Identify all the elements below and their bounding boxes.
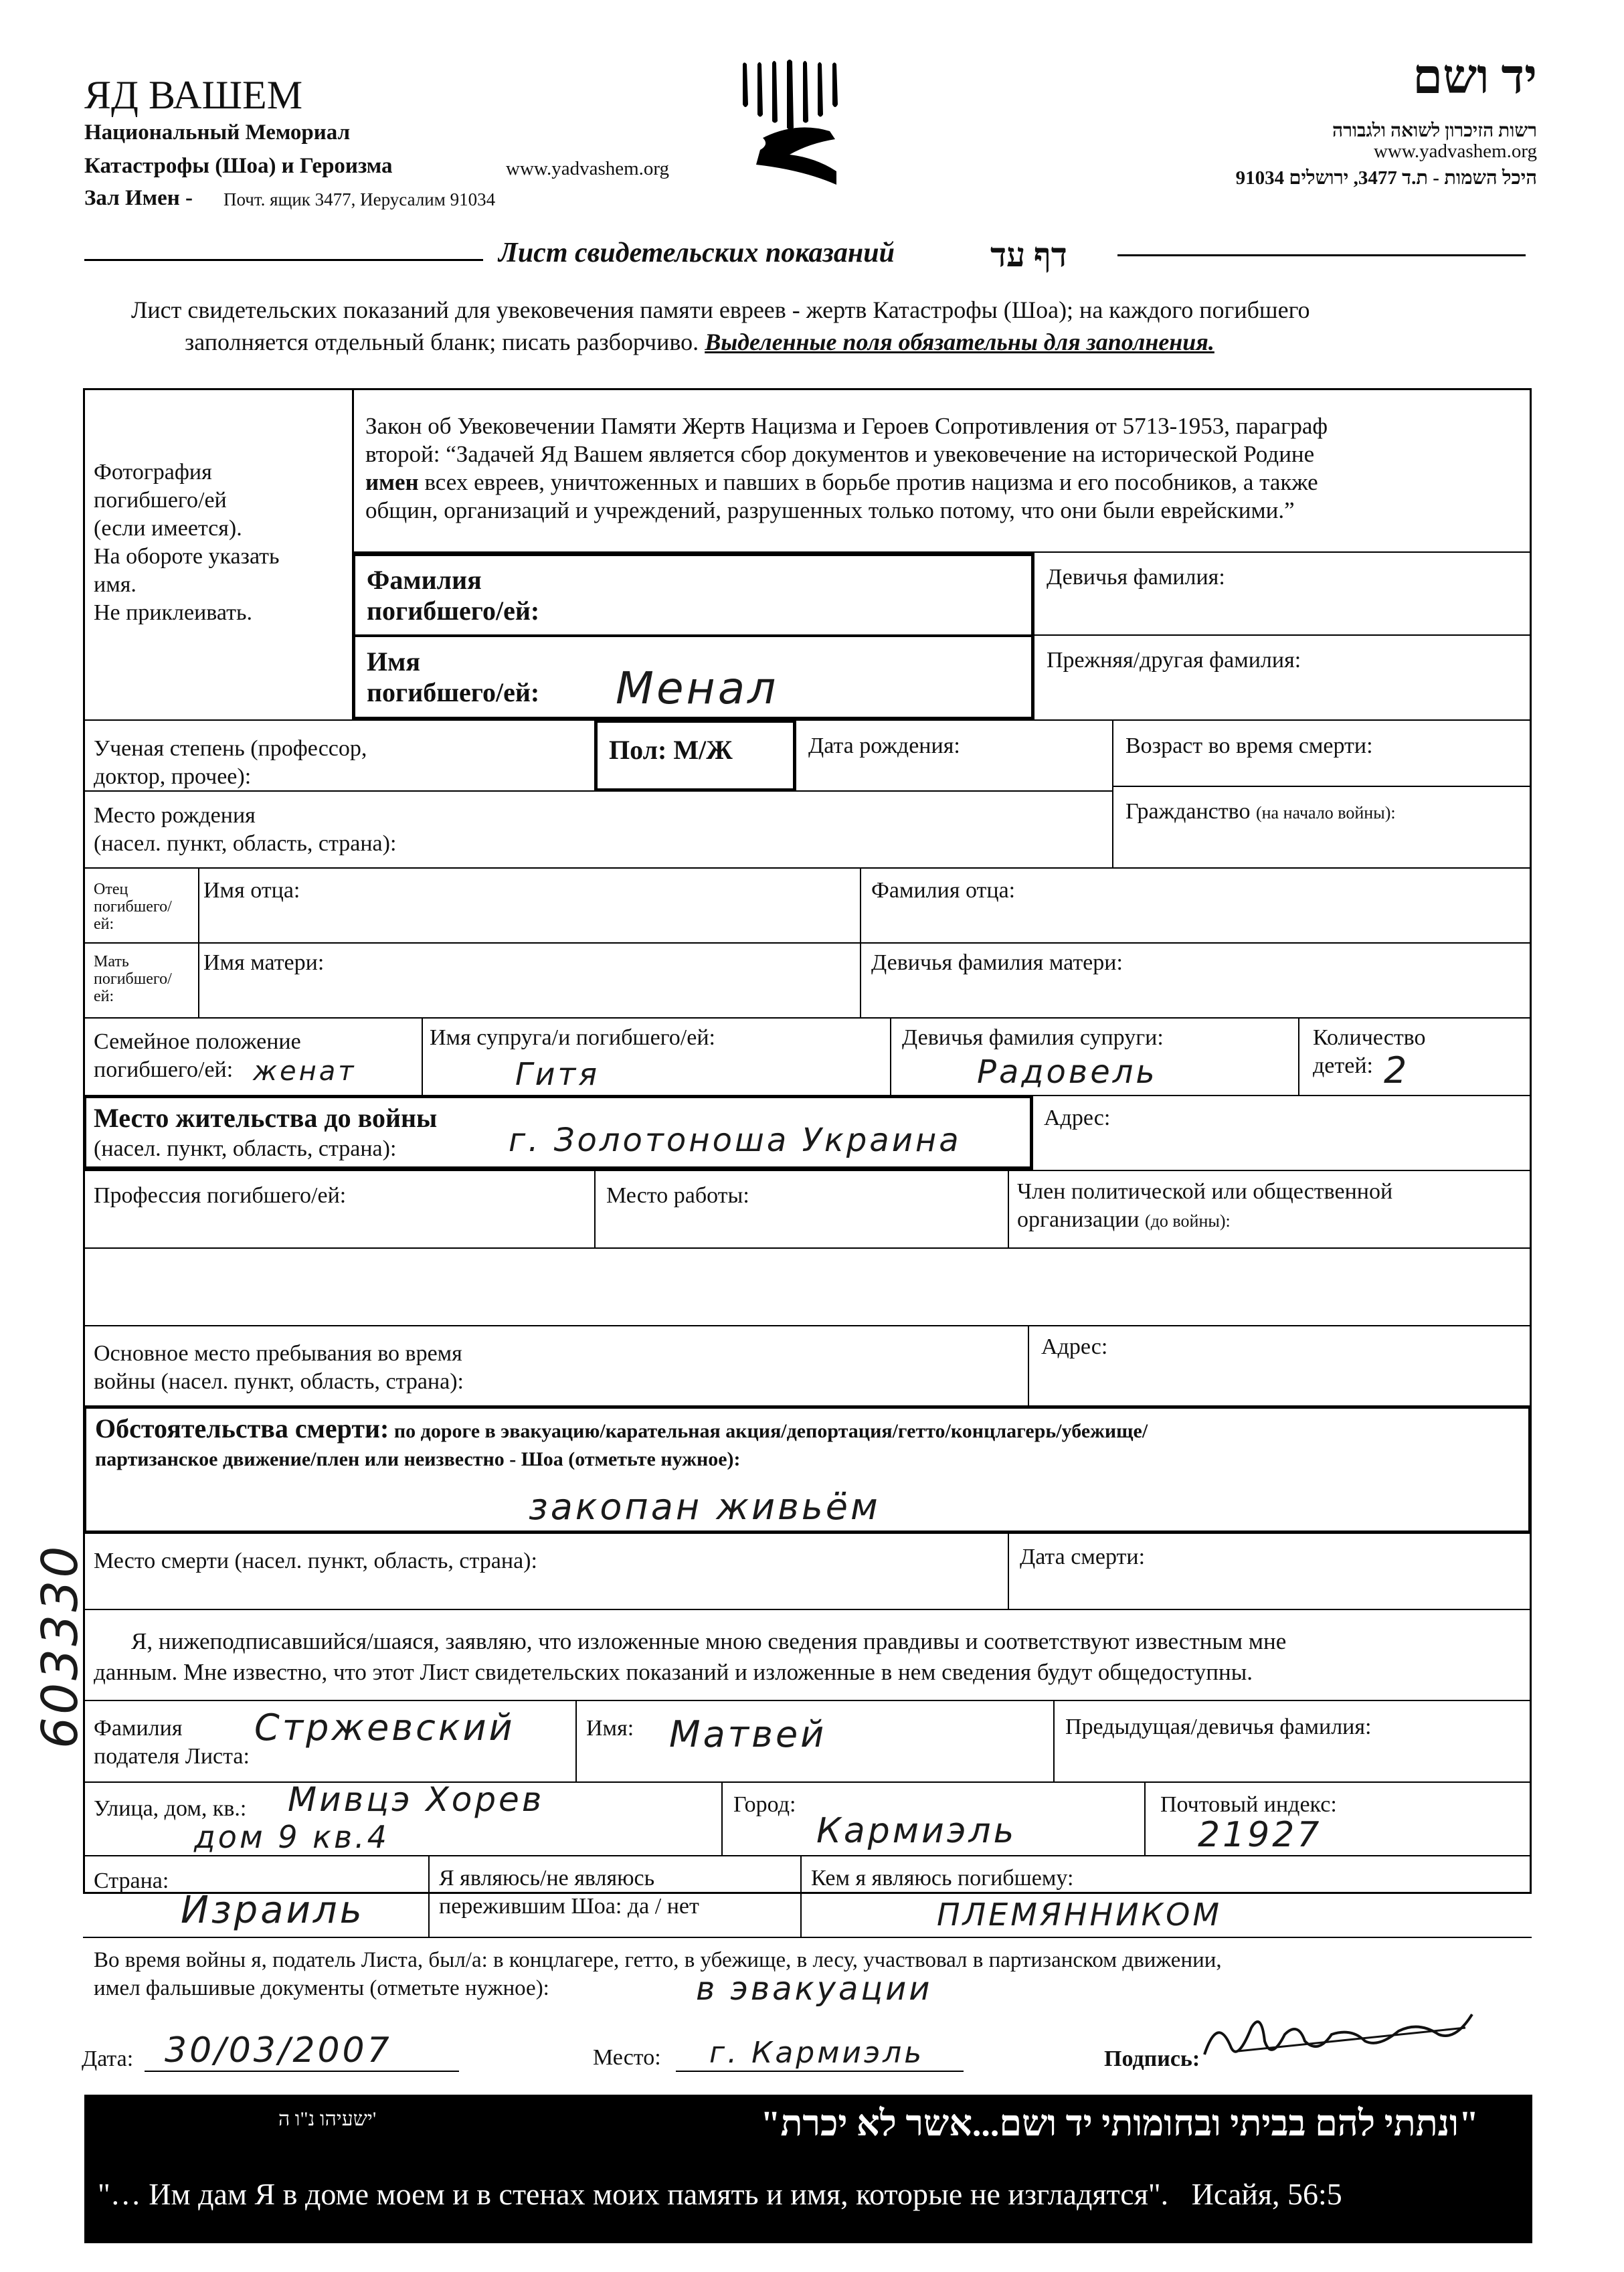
degree-label-2: доктор, прочее): bbox=[94, 764, 252, 789]
photo-line1: Фотография bbox=[94, 460, 212, 485]
date-label: Дата: bbox=[82, 2046, 134, 2071]
residence-address-label: Адрес: bbox=[1044, 1106, 1111, 1130]
citizenship-divider bbox=[1112, 786, 1113, 867]
death-circumstances-text bbox=[95, 1415, 1148, 1474]
declaration-line1: Я, нижеподписавшийся/шаяся, заявляю, что изложенные мною сведения правдивы и соответствуют известным мне bbox=[131, 1628, 1287, 1654]
marital-field[interactable]: женат bbox=[253, 1056, 357, 1087]
declaration-line2: данным. Мне известно, что этот Лист свидетельских показаний и изложенные в нем сведения будут общедоступны. bbox=[94, 1659, 1253, 1685]
street-field-2[interactable]: дом 9 кв.4 bbox=[194, 1819, 389, 1855]
submitter-surname-label bbox=[94, 1715, 250, 1771]
birthplace-label bbox=[94, 802, 396, 858]
victim-first-name-label bbox=[367, 646, 539, 708]
survivor-label-2-row bbox=[439, 1893, 699, 1921]
row1-rule bbox=[83, 719, 1532, 721]
law-line4: общин, организаций и учреждений, разрушенных только потому, что они были еврейскими.” bbox=[365, 497, 1295, 523]
member-divider bbox=[1008, 1170, 1009, 1247]
photo-line4: На обороте указать bbox=[94, 544, 280, 569]
member-note: (до войны): bbox=[1145, 1211, 1231, 1231]
form-title-ru: Лист свидетельских показаний bbox=[499, 238, 895, 268]
wartime-address-label: Адрес: bbox=[1041, 1334, 1108, 1359]
row5-rule bbox=[83, 1017, 1532, 1019]
member-label-2-row bbox=[1017, 1206, 1392, 1235]
father-side-2: погибшего/ bbox=[94, 898, 172, 915]
law-line3-bold: имен bbox=[365, 469, 419, 495]
victim-surname-label-2: погибшего/ей: bbox=[367, 596, 540, 626]
wartime-label-2: войны (насел. пункт, область, страна): bbox=[94, 1369, 464, 1394]
signature-graphic[interactable] bbox=[1198, 2001, 1479, 2075]
city-label: Город: bbox=[733, 1792, 796, 1817]
spouse-maiden-field[interactable]: Радовель bbox=[977, 1053, 1158, 1091]
gender-field[interactable] bbox=[609, 735, 733, 766]
org-name-ru: ЯД ВАШЕМ bbox=[84, 73, 303, 117]
death-circ-row1 bbox=[95, 1415, 1148, 1446]
citizenship-note: (на начало войны): bbox=[1255, 803, 1396, 822]
row13-rule bbox=[83, 1855, 1532, 1856]
spouse-divider bbox=[422, 1017, 423, 1096]
footer-source-he: ישעיהו נ"ו ה' bbox=[278, 2108, 377, 2130]
age-label: Возраст во время смерти: bbox=[1125, 733, 1373, 758]
place-underline bbox=[676, 2071, 964, 2072]
father-side-1: Отец bbox=[94, 881, 128, 898]
victim-first-name-label-1: Имя bbox=[367, 646, 420, 677]
place-label: Место: bbox=[593, 2045, 661, 2070]
relation-field[interactable]: ПЛЕМЯННИКОМ bbox=[937, 1897, 1223, 1933]
profession-label: Профессия погибшего/ей: bbox=[94, 1183, 347, 1208]
signature-label: Подпись: bbox=[1104, 2046, 1200, 2071]
death-circumstances-field[interactable]: закопан живьём bbox=[529, 1486, 881, 1528]
spouse-maiden-label: Девичья фамилия супруги: bbox=[902, 1025, 1164, 1050]
memorial-line2: Катастрофы (Шоа) и Героизма bbox=[84, 154, 393, 178]
mother-side-3: ей: bbox=[94, 988, 114, 1005]
children-field[interactable]: 2 bbox=[1384, 1049, 1410, 1091]
death-circ-options-1[interactable]: по дороге в эвакуацию/карательная акция/депортация/гетто/концлагерь/убежище/ bbox=[393, 1420, 1148, 1442]
row2-rule-right bbox=[1112, 786, 1532, 787]
death-circ-options-2[interactable]: партизанское движение/плен или неизвестно - Шоа (отметьте нужное): bbox=[95, 1448, 741, 1470]
citizenship-label bbox=[1125, 798, 1396, 827]
city-field[interactable]: Кармиэль bbox=[816, 1811, 1017, 1851]
intro-line2-emph: Выделенные поля обязательны для заполнения. bbox=[705, 329, 1214, 355]
country-field[interactable]: Израиль bbox=[181, 1889, 365, 1932]
residence-field[interactable]: г. Золотоноша Украина bbox=[509, 1122, 962, 1159]
death-date-label: Дата смерти: bbox=[1020, 1545, 1146, 1569]
spouse-maiden-divider bbox=[890, 1017, 891, 1096]
maiden-divider bbox=[1034, 634, 1532, 636]
row8-rule bbox=[83, 1247, 1532, 1249]
zip-label: Почтовый индекс: bbox=[1160, 1792, 1337, 1817]
footer-banner bbox=[84, 2095, 1532, 2243]
mother-maiden-label: Девичья фамилия матери: bbox=[871, 950, 1123, 975]
submitter-prev-divider bbox=[1053, 1700, 1055, 1781]
submitter-name-divider bbox=[575, 1700, 577, 1781]
photo-line3: (если имеется). bbox=[94, 516, 242, 541]
mother-name-label: Имя матери: bbox=[203, 950, 325, 975]
wartime-label-1: Основное место пребывания во время bbox=[94, 1341, 462, 1366]
address-ru: Почт. ящик 3477, Иерусалим 91034 bbox=[223, 189, 496, 209]
photo-line6: Не приклеивать. bbox=[94, 600, 252, 625]
victim-first-name-label-2: погибшего/ей: bbox=[367, 677, 540, 707]
website-left[interactable]: www.yadvashem.org bbox=[506, 158, 670, 179]
row14-rule bbox=[83, 1937, 1532, 1938]
citizenship-label-text: Гражданство bbox=[1125, 799, 1251, 824]
gender-options[interactable]: М/Ж bbox=[673, 735, 733, 765]
photo-line2: погибшего/ей bbox=[94, 488, 227, 513]
victim-surname-label bbox=[367, 565, 539, 626]
footer-quote-ru-text: "… Им дам Я в доме моем и в стенах моих память и имя, которые не изгладятся". bbox=[98, 2177, 1169, 2211]
intro-line2-text: заполняется отдельный бланк; писать разборчиво. bbox=[185, 329, 699, 355]
survivor-label-1: Я являюсь/не являюсь bbox=[439, 1866, 655, 1891]
war-experience-field[interactable]: в эвакуации bbox=[696, 1970, 933, 2008]
residence-label-2: (насел. пункт, область, страна): bbox=[94, 1136, 397, 1161]
submitter-name-field[interactable]: Матвей bbox=[669, 1713, 827, 1755]
degree-label-1: Ученая степень (профессор, bbox=[94, 736, 367, 761]
age-divider bbox=[1112, 719, 1113, 790]
footer-quote-ru bbox=[98, 2176, 1342, 2212]
law-text bbox=[365, 412, 1328, 525]
member-label bbox=[1017, 1178, 1392, 1235]
victim-surname-label-1: Фамилия bbox=[367, 565, 482, 595]
memorial-line1: Национальный Мемориал bbox=[84, 120, 351, 145]
dob-label: Дата рождения: bbox=[808, 733, 960, 758]
title-rule-left bbox=[84, 259, 483, 261]
residence-label-1: Место жительства до войны bbox=[94, 1103, 438, 1133]
maiden-name-label: Девичья фамилия: bbox=[1047, 565, 1225, 590]
children-divider bbox=[1298, 1017, 1299, 1096]
photo-box bbox=[94, 458, 280, 627]
birthplace-label-2: (насел. пункт, область, страна): bbox=[94, 831, 397, 856]
war-experience-label-1: Во время войны я, податель Листа, был/а: в концлагере, гетто, в убежище, в лесу, участвовал в партизанском движении, bbox=[94, 1948, 1222, 1972]
org-name-he: יד ושם bbox=[1413, 50, 1537, 104]
street-label: Улица, дом, кв.: bbox=[94, 1796, 247, 1821]
intro-line2 bbox=[185, 328, 1214, 356]
row4-rule bbox=[83, 942, 1532, 944]
survivor-label-2: пережившим Шоа: bbox=[439, 1894, 622, 1919]
father-name-label: Имя отца: bbox=[203, 878, 300, 903]
submitter-surname-label-2: подателя Листа: bbox=[94, 1744, 250, 1769]
title-rule-right bbox=[1117, 254, 1526, 256]
marital-label-1: Семейное положение bbox=[94, 1029, 301, 1054]
hall-of-names: Зал Имен - bbox=[84, 186, 193, 210]
footer-source-ru: Исайя, 56:5 bbox=[1191, 2177, 1342, 2211]
submitter-surname-label-1: Фамилия bbox=[94, 1716, 183, 1741]
form-title-he: דף עד bbox=[990, 236, 1067, 274]
relation-divider bbox=[800, 1855, 802, 1937]
birthplace-label-1: Место рождения bbox=[94, 803, 256, 828]
law-line2: второй: “Задачей Яд Вашем является сбор документов и увековечение на исторической Родине bbox=[365, 441, 1315, 467]
row9-rule bbox=[83, 1325, 1532, 1326]
row7-rule bbox=[83, 1170, 1532, 1171]
authority-he: רשות הזיכרון לשואה ולגבורה bbox=[1332, 120, 1537, 141]
member-label-1: Член политической или общественной bbox=[1017, 1179, 1393, 1204]
marital-label-2: погибшего/ей: bbox=[94, 1057, 234, 1082]
mother-side-1: Мать bbox=[94, 953, 129, 970]
children-label-1: Количество bbox=[1313, 1025, 1426, 1050]
death-date-divider bbox=[1008, 1534, 1009, 1609]
yad-vashem-logo bbox=[736, 58, 850, 191]
wartime-label bbox=[94, 1340, 464, 1396]
children-label-2: детей: bbox=[1313, 1053, 1373, 1078]
death-circ-label: Обстоятельства смерти: bbox=[95, 1413, 389, 1444]
law-line3-rest: всех евреев, уничтоженных и павших в борьбе против нацизма и его пособников, а также bbox=[418, 469, 1318, 495]
submitter-prev-label: Предыдущая/девичья фамилия: bbox=[1065, 1715, 1372, 1739]
death-place-label: Место смерти (насел. пункт, область, страна): bbox=[94, 1549, 537, 1573]
intro-line1: Лист свидетельских показаний для увековечения памяти евреев - жертв Катастрофы (Шоа); на каждого погибшего bbox=[131, 296, 1310, 323]
margin-number: 603330 bbox=[31, 1543, 89, 1749]
survivor-options[interactable]: да / нет bbox=[627, 1894, 699, 1919]
hall-address-he: היכל השמות - ת.ד 3477, ירושלים 91034 bbox=[1235, 167, 1537, 189]
row11-rule bbox=[83, 1700, 1532, 1701]
law-line1: Закон об Увековечении Памяти Жертв Нацизма и Героев Сопротивления от 5713-1953, параграф bbox=[365, 413, 1328, 439]
row10-rule bbox=[83, 1609, 1532, 1610]
row2-rule-left bbox=[83, 790, 1112, 792]
father-surname-label: Фамилия отца: bbox=[871, 878, 1016, 903]
date-field[interactable]: 30/03/2007 bbox=[165, 2030, 392, 2071]
father-side-label bbox=[94, 881, 172, 933]
street-field-1[interactable]: Мивцэ Хорев bbox=[288, 1780, 545, 1819]
victim-name-divider bbox=[352, 634, 1034, 637]
country-label: Страна: bbox=[94, 1868, 169, 1893]
submitter-surname-field[interactable]: Стржевский bbox=[254, 1707, 515, 1749]
degree-label bbox=[94, 735, 367, 791]
father-side-3: ей: bbox=[94, 915, 114, 933]
city-divider bbox=[721, 1781, 723, 1855]
survivor-label bbox=[439, 1864, 699, 1921]
prev-name-label: Прежняя/другая фамилия: bbox=[1047, 648, 1301, 673]
workplace-divider bbox=[594, 1170, 596, 1247]
victim-first-name-field[interactable]: Менал bbox=[616, 663, 779, 714]
wartime-divider bbox=[1028, 1325, 1029, 1407]
row3-rule bbox=[83, 867, 1532, 869]
law-line3 bbox=[365, 468, 1328, 497]
workplace-label: Место работы: bbox=[606, 1183, 749, 1208]
spouse-label: Имя супруга/и погибшего/ей: bbox=[430, 1025, 715, 1050]
submitter-name-label: Имя: bbox=[586, 1716, 634, 1741]
war-experience-label-2: имел фальшивые документы (отметьте нужное): bbox=[94, 1976, 549, 2000]
footer-quote-he: "ונתתי להם בביתי ובחומותי יד ושם...אשר לא יכרת" bbox=[760, 2103, 1479, 2144]
gender-label: Пол: bbox=[609, 735, 667, 765]
website-right[interactable]: www.yadvashem.org bbox=[1373, 141, 1537, 162]
survivor-divider bbox=[428, 1855, 430, 1937]
member-label-2: организации bbox=[1017, 1207, 1140, 1232]
zip-field[interactable]: 21927 bbox=[1198, 1815, 1322, 1855]
photo-line5: имя. bbox=[94, 572, 137, 597]
relation-label: Кем я являюсь погибшему: bbox=[811, 1866, 1074, 1891]
zip-divider bbox=[1144, 1781, 1146, 1855]
place-field[interactable]: г. Кармиэль bbox=[709, 2036, 925, 2070]
mother-side-2: погибшего/ bbox=[94, 970, 172, 988]
mother-side-label bbox=[94, 953, 172, 1005]
spouse-field[interactable]: Гитя bbox=[515, 1056, 600, 1092]
date-underline bbox=[145, 2071, 459, 2072]
